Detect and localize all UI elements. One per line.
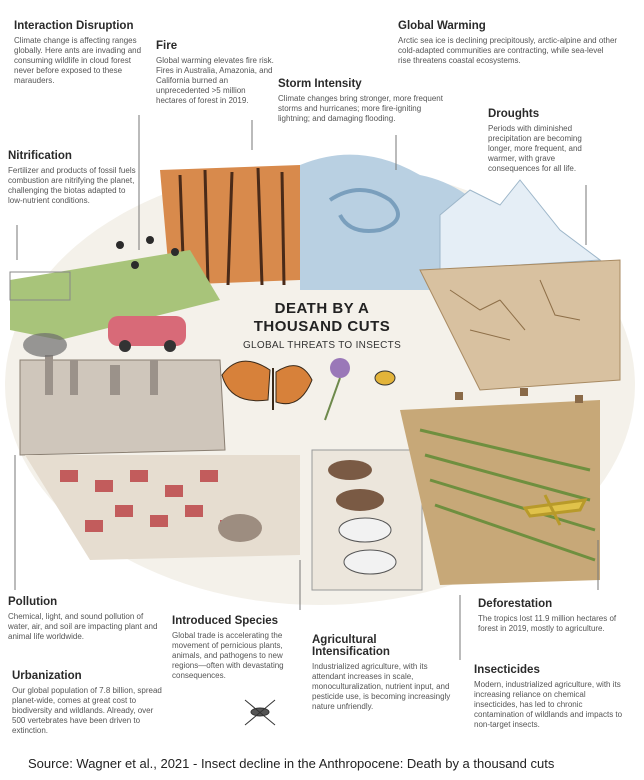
deforestation-text: The tropics lost 11.9 million hectares of forest in 2019, mostly to agriculture. (478, 614, 617, 633)
red-car (108, 316, 186, 346)
smoke (23, 333, 67, 357)
fire-block (156, 40, 278, 106)
deforestation-title: Deforestation (478, 598, 553, 610)
pollution-text: Chemical, light, and sound pollution of water, air, and soil are impacting plant and animal life worldwide. (8, 612, 158, 641)
center-title-line2: THOUSAND CUTS (253, 318, 391, 335)
storm-intensity-text: Climate changes bring stronger, more frequent storms and hurricanes; more fire-igniting lightning; and damaging flooding. (278, 94, 443, 123)
center-title (222, 300, 422, 351)
agricultural-intensification-title-1: Agricultural (312, 634, 377, 646)
nitrification-text: Fertilizer and products of fossil fuels combustion are nitrifying the planet, challenging the biotas adapted to low-nutrient conditions. (8, 166, 136, 205)
introduced-species-block (172, 615, 302, 681)
interaction-disruption-block (14, 20, 144, 86)
global-warming-block (398, 20, 618, 66)
urbanization-text: Our global population of 7.8 billion, spread planet-wide, comes at great cost to biodiversity and wildlands. Already, over 500 vertebrates have been driven to extinction. (12, 686, 162, 735)
interaction-disruption-text: Climate change is affecting ranges globally. Here ants are invading and consuming wildlife in cloud forest never before exposed to these marauders. (14, 36, 142, 85)
pollution-title: Pollution (8, 596, 58, 608)
fire-title: Fire (156, 40, 178, 52)
droughts-text: Periods with diminished precipitation are becoming longer, more frequent, and warmer, with grave consequences for all life. (488, 124, 582, 173)
thistle-flower (330, 358, 350, 378)
nitrification-title: Nitrification (8, 150, 72, 162)
agricultural-intensification-title-2: Intensification (312, 646, 390, 658)
center-subtitle: GLOBAL THREATS TO INSECTS (242, 340, 402, 351)
agricultural-intensification-block (312, 634, 452, 712)
droughts-title: Droughts (488, 108, 540, 120)
wasp (245, 700, 275, 725)
insecticides-text: Modern, industrialized agriculture, with its increasing reliance on chemical insecticides, has led to chronic contamination of wildlands and impacts to non-target insects. (474, 680, 623, 729)
interaction-disruption-title: Interaction Disruption (14, 20, 134, 32)
bumblebee (375, 371, 395, 385)
insecticides-block (474, 664, 624, 730)
droughts-block (488, 108, 606, 174)
mouse (218, 514, 262, 542)
global-warming-text: Arctic sea ice is declining precipitously, arctic-alpine and other cold-adapted communities are contracting, while sea-level rise threatens coastal ecosystems. (398, 36, 618, 65)
storm-intensity-block (278, 78, 453, 124)
deforestation-block (478, 598, 620, 634)
insecticides-title: Insecticides (474, 664, 540, 676)
urbanization-title: Urbanization (12, 670, 82, 682)
introduced-species-title: Introduced Species (172, 615, 279, 627)
introduced-species-text: Global trade is accelerating the movement of pernicious plants, animals, and pathogens to new regions—often with devastating consequences. (172, 631, 284, 680)
car-wheel (119, 340, 131, 352)
agricultural-intensification-text: Industrialized agriculture, with its attendant increases in scale, monoculturalization, nutrient input, and pesticide use, is becoming increasingly nature unfriendly. (312, 662, 451, 711)
pollution-block (8, 596, 166, 642)
global-warming-title: Global Warming (398, 20, 486, 32)
car-wheel (164, 340, 176, 352)
center-title-line1: DEATH BY A (274, 300, 370, 317)
source-caption: Source: Wagner et al., 2021 - Insect decline in the Anthropocene: Death by a thousand cuts (28, 756, 555, 771)
storm-intensity-title: Storm Intensity (278, 78, 362, 90)
fire-text: Global warming elevates fire risk. Fires in Australia, Amazonia, and California burned an unprecedented >5 million hectares of forest in 2019. (156, 56, 274, 105)
urbanization-block (12, 670, 162, 736)
nitrification-block (8, 150, 136, 206)
